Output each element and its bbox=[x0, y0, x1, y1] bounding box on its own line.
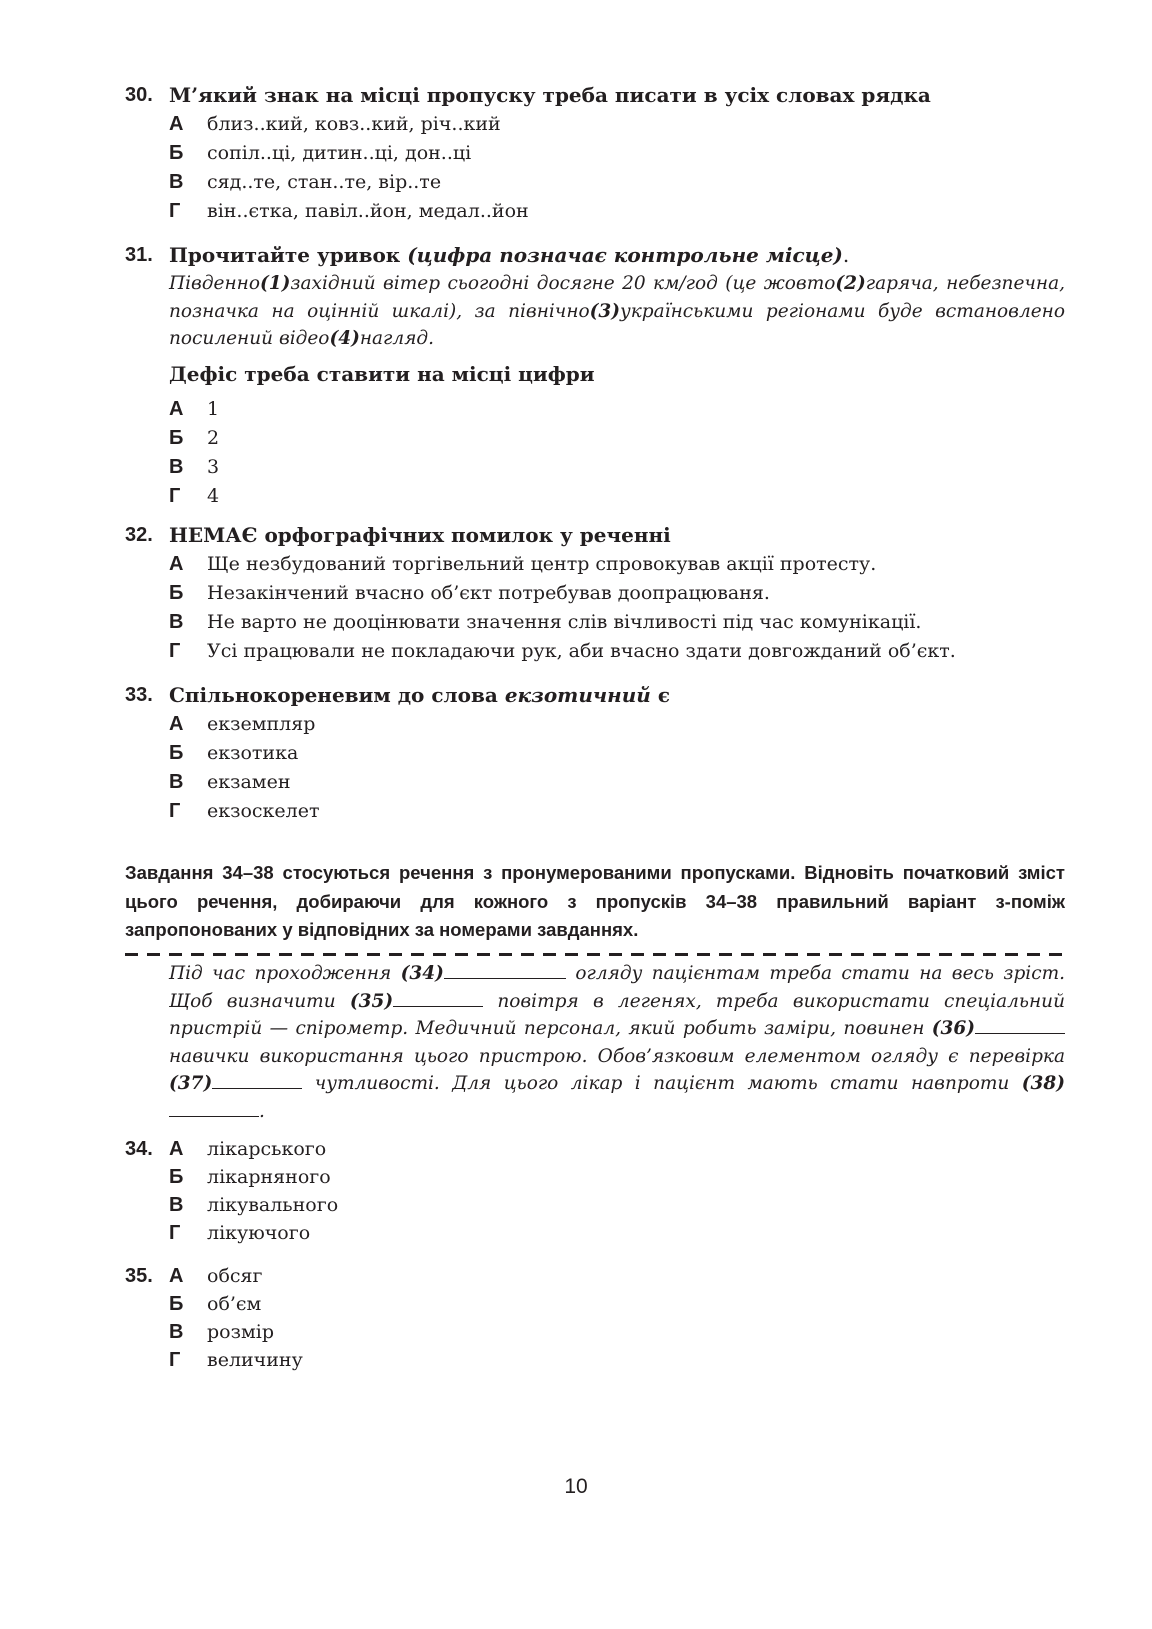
option-text: Ще незбудований торгівельний центр спровокував акції протесту. bbox=[207, 553, 877, 575]
option-v[interactable] bbox=[125, 768, 1065, 797]
option-a[interactable] bbox=[125, 550, 1065, 579]
question-32 bbox=[125, 520, 1065, 666]
option-b[interactable] bbox=[125, 739, 1065, 768]
option-text: екзамен bbox=[207, 771, 291, 793]
option-letter: А bbox=[169, 713, 184, 735]
option-letter: Б bbox=[169, 142, 184, 164]
option-b[interactable] bbox=[125, 1163, 1065, 1191]
gap-35-blank bbox=[393, 988, 483, 1007]
gap-38-label: (38) bbox=[1021, 1073, 1065, 1094]
option-text: обсяг bbox=[207, 1265, 263, 1287]
option-g[interactable] bbox=[125, 637, 1065, 666]
question-33 bbox=[125, 680, 1065, 826]
option-letter: Б bbox=[169, 742, 184, 764]
question-number: 33. bbox=[125, 684, 153, 706]
option-text: лікуючого bbox=[207, 1222, 311, 1244]
page-number: 10 bbox=[564, 1475, 588, 1498]
passage: Південно(1)західний вітер сьогодні досягне 20 км/год (це жовто(2)гаряча, небезпечна, позначка на оцінній шкалі), за північно(3)українськими регіонами буде встановлено посилений відео(4)нагляд. bbox=[169, 273, 1066, 349]
option-text: екзоскелет bbox=[207, 800, 320, 822]
option-letter: Г bbox=[169, 200, 181, 222]
option-text: лікувального bbox=[207, 1194, 339, 1216]
question-title: НЕМАЄ орфографічних помилок у реченні bbox=[169, 523, 671, 547]
option-text: сяд..те, стан..те, вір..те bbox=[207, 171, 442, 193]
gap-34-label: (34) bbox=[400, 963, 444, 984]
gap-36-blank bbox=[975, 1015, 1065, 1034]
title-end: . bbox=[842, 243, 850, 267]
option-a[interactable] bbox=[125, 395, 1065, 424]
option-text: екзотика bbox=[207, 742, 299, 764]
question-35 bbox=[125, 1262, 1065, 1374]
option-letter: Г bbox=[169, 484, 181, 507]
gap-34-blank bbox=[444, 960, 566, 979]
option-letter: В bbox=[169, 771, 184, 793]
option-g[interactable] bbox=[125, 1219, 1065, 1247]
option-text: Не варто не дооцінювати значення слів вічливості під час комунікації. bbox=[207, 611, 922, 633]
option-letter: В bbox=[169, 455, 184, 478]
option-v[interactable] bbox=[125, 1318, 1065, 1346]
option-text: він..єтка, павіл..йон, медал..йон bbox=[207, 200, 529, 222]
title-note: (цифра позначає контрольне місце) bbox=[407, 243, 843, 267]
option-b[interactable] bbox=[125, 1290, 1065, 1318]
option-text: лікарського bbox=[207, 1138, 327, 1160]
option-letter: А bbox=[169, 113, 184, 135]
option-letter: Б bbox=[169, 426, 184, 449]
control-mark: (1) bbox=[260, 273, 291, 294]
option-g[interactable] bbox=[125, 482, 1065, 511]
option-v[interactable] bbox=[125, 608, 1065, 637]
option-text: величину bbox=[207, 1349, 303, 1371]
gap-35-label: (35) bbox=[349, 990, 394, 1012]
option-a[interactable] bbox=[125, 1135, 1065, 1163]
question-title: Спільнокореневим до слова екзотичний є bbox=[169, 683, 670, 707]
option-letter: Г bbox=[169, 1349, 181, 1371]
option-letter: Г bbox=[169, 640, 181, 662]
option-a[interactable] bbox=[125, 1262, 1065, 1290]
option-letter: А bbox=[169, 397, 184, 420]
option-text: розмір bbox=[207, 1321, 274, 1343]
option-letter: Б bbox=[169, 582, 184, 604]
instructions-34-38: Завдання 34–38 стосуються речення з пронумерованими пропусками. Відновіть початковий зміст цього речення, добираючи для кожного з пропусків 34–38 правильний варіант з-поміж запропонованих у відповідних за номерами завданнях. bbox=[125, 862, 1065, 940]
option-letter: А bbox=[169, 1265, 184, 1287]
option-letter: В bbox=[169, 611, 184, 633]
question-subtitle: Дефіс треба ставити на місці цифри bbox=[169, 361, 595, 386]
option-text: 3 bbox=[207, 455, 220, 478]
question-number: 34. bbox=[125, 1138, 153, 1160]
option-b[interactable] bbox=[125, 139, 1065, 168]
option-b[interactable] bbox=[125, 424, 1065, 453]
question-number: 31. bbox=[125, 244, 153, 266]
option-text: екземпляр bbox=[207, 713, 316, 735]
gap-37-label: (37) bbox=[169, 1073, 213, 1094]
option-g[interactable] bbox=[125, 1346, 1065, 1374]
option-text: 1 bbox=[207, 397, 220, 420]
option-text: 4 bbox=[207, 484, 220, 507]
question-34 bbox=[125, 1135, 1065, 1247]
control-mark: (3) bbox=[589, 300, 621, 322]
option-text: об’єм bbox=[207, 1293, 262, 1315]
title-main: Прочитайте уривок bbox=[169, 243, 401, 267]
option-letter: Б bbox=[169, 1166, 184, 1188]
option-letter: Г bbox=[169, 800, 181, 822]
question-31 bbox=[125, 240, 1065, 511]
option-a[interactable] bbox=[125, 110, 1065, 139]
gap-38-blank bbox=[169, 1098, 259, 1117]
option-letter: А bbox=[169, 553, 184, 575]
option-letter: В bbox=[169, 1321, 184, 1343]
option-letter: В bbox=[169, 171, 184, 193]
gap-37-blank bbox=[212, 1070, 302, 1089]
gapped-sentence: Під час проходження (34) огляду пацієнтам треба стати на весь зріст. Щоб визначити (35) повітря в легенях, треба використати спеціальний пристрій — спірометр. Медичний персонал, який робить заміри, повинен (36) навички використання цього пристрою. Обов’язковим елементом огляду є перевірка (37) чутливості. Для цього лікар і пацієнт мають стати навпроти (38). bbox=[169, 960, 1065, 1125]
option-v[interactable] bbox=[125, 1191, 1065, 1219]
question-number: 32. bbox=[125, 524, 153, 546]
question-title: М’який знак на місці пропуску треба писати в усіх словах рядка bbox=[169, 83, 931, 107]
option-g[interactable] bbox=[125, 797, 1065, 826]
option-text: близ..кий, ковз..кий, річ..кий bbox=[207, 113, 501, 135]
option-letter: В bbox=[169, 1194, 184, 1216]
option-text: 2 bbox=[207, 426, 220, 449]
option-v[interactable] bbox=[125, 453, 1065, 482]
option-letter: Г bbox=[169, 1222, 181, 1244]
option-b[interactable] bbox=[125, 579, 1065, 608]
option-text: Усі працювали не покладаючи рук, аби вчасно здати довгожданий об’єкт. bbox=[207, 640, 956, 662]
option-g[interactable] bbox=[125, 197, 1065, 226]
dashed-divider bbox=[125, 953, 1065, 956]
option-letter: А bbox=[169, 1138, 184, 1160]
control-mark: (4) bbox=[329, 328, 360, 349]
option-text: Незакінчений вчасно об’єкт потребував доопрацюваня. bbox=[207, 582, 770, 604]
option-text: сопіл..ці, дитин..ці, дон..ці bbox=[207, 142, 472, 164]
gap-36-label: (36) bbox=[931, 1018, 975, 1039]
question-30 bbox=[125, 80, 1065, 226]
question-number: 35. bbox=[125, 1265, 153, 1287]
title-word: екзотичний bbox=[504, 683, 651, 707]
option-v[interactable] bbox=[125, 168, 1065, 197]
control-mark: (2) bbox=[835, 273, 866, 294]
option-letter: Б bbox=[169, 1293, 184, 1315]
question-number: 30. bbox=[125, 84, 153, 106]
option-a[interactable] bbox=[125, 710, 1065, 739]
option-text: лікарняного bbox=[207, 1166, 331, 1188]
question-title bbox=[169, 240, 849, 270]
